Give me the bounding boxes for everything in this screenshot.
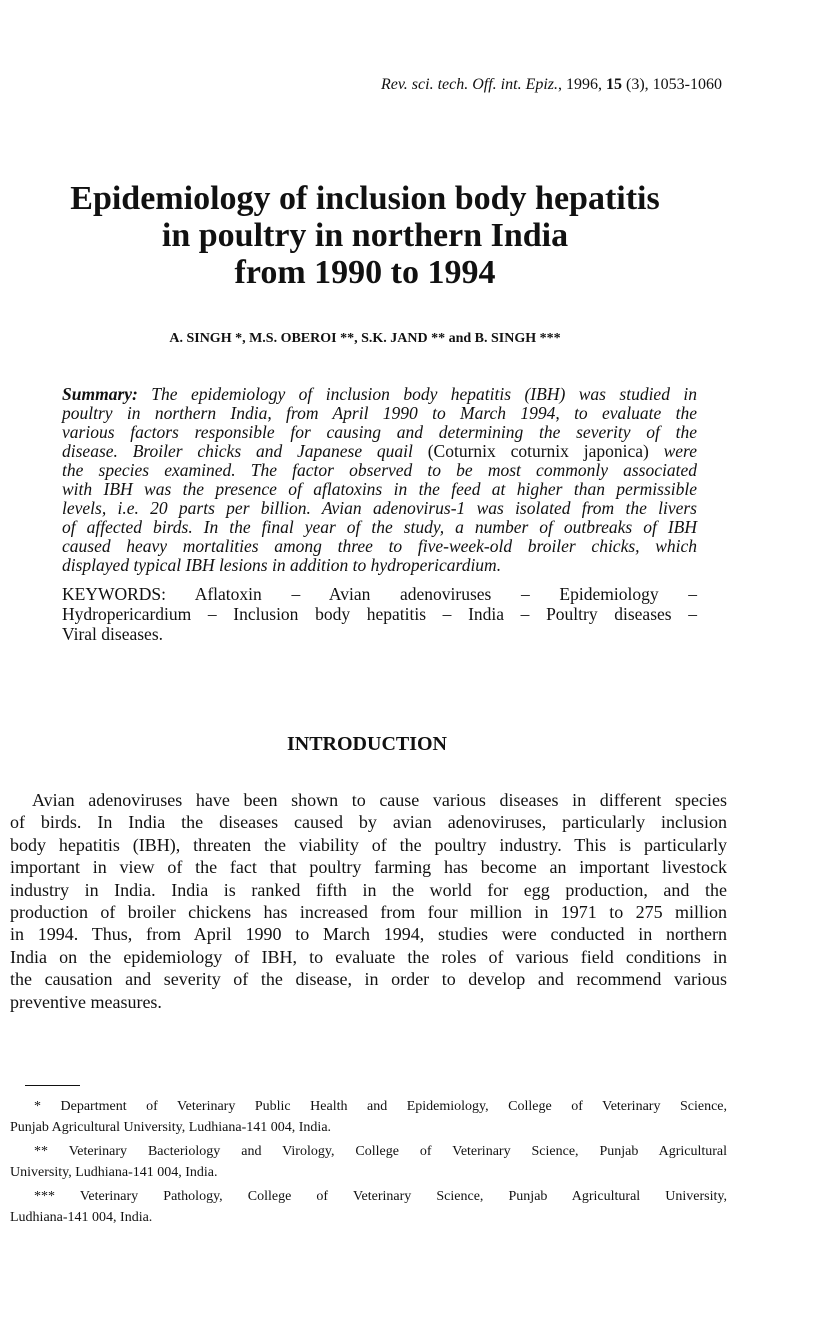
paper-title [0,180,730,291]
summary-text: levels, i.e. 20 parts per billion. Avian adenovirus-1 was isolated from the livers [62,498,697,518]
footnote-line: Punjab Agricultural University, Ludhiana-141 004, India. [10,1120,332,1135]
keywords-line: Hydropericardium – Inclusion body hepatitis – India – Poultry diseases – [62,604,697,624]
section-heading: INTRODUCTION [286,733,448,755]
title-line: Epidemiology of inclusion body hepatitis [70,180,660,217]
footnote-line: University, Ludhiana-141 004, India. [10,1165,218,1180]
summary-line [62,537,697,556]
summary-text: caused heavy mortalities among three to five-week-old broiler chicks, which [62,536,697,556]
footnotes [10,1096,727,1231]
footnote [10,1096,727,1138]
summary-text: with IBH was the presence of aflatoxins in the feed at higher than permissible [62,479,697,499]
summary-text: of affected birds. In the final year of the study, a number of outbreaks of IBH [62,517,697,537]
body-line: India on the epidemiology of IBH, to evaluate the roles of various field conditions in [10,946,727,967]
title-line: from 1990 to 1994 [234,254,496,291]
keywords-line: KEYWORDS: Aflatoxin – Avian adenoviruses – Epidemiology – [62,584,697,604]
body-line: important in view of the fact that poultry farming has become an important livestock [10,857,727,878]
summary-line [62,404,697,423]
summary-line [62,480,697,499]
summary [62,385,697,575]
summary-text: The epidemiology of inclusion body hepatitis (IBH) was studied in [137,384,697,404]
running-head [381,76,722,94]
summary-text: various factors responsible for causing and determining the severity of the [62,422,697,442]
summary-text: poultry in northern India, from April 1990 to March 1994, to evaluate the [62,403,697,423]
body-line: in 1994. Thus, from April 1990 to March 1994, studies were conducted in northern [10,924,727,945]
body-line: the causation and severity of the disease, in order to develop and recommend various [10,969,727,990]
journal-name: Rev. sci. tech. Off. int. Epiz. [381,76,559,93]
footnote-line: ** Veterinary Bacteriology and Virology, College of Veterinary Science, Punjab Agricultural [34,1144,727,1159]
title-line: in poultry in northern India [161,217,569,254]
footnote-line: * Department of Veterinary Public Health and Epidemiology, College of Veterinary Science, [34,1099,727,1114]
keywords-line: Viral diseases. [62,624,164,644]
issue-pages: (3), 1053-1060 [622,76,722,93]
summary-line [62,385,697,404]
running-head-year: , 1996, [558,76,607,93]
body-line: of birds. In India the diseases caused by avian adenoviruses, particularly inclusion [10,812,727,833]
summary-line [62,499,697,518]
summary-line [62,461,697,480]
summary-text: disease. Broiler chicks and Japanese quail [62,441,428,461]
footnote-line: *** Veterinary Pathology, College of Veterinary Science, Punjab Agricultural University, [34,1189,727,1204]
footnote-line: Ludhiana-141 004, India. [10,1210,153,1225]
keywords [62,584,697,644]
body-line: preventive measures. [10,991,162,1012]
body-line: Avian adenoviruses have been shown to cause various diseases in different species [32,790,727,810]
authors: A. SINGH *, M.S. OBEROI **, S.K. JAND ** and B. SINGH *** [169,331,561,346]
body-line: production of broiler chickens has increased from four million in 1971 to 275 million [10,902,727,923]
summary-text: (Coturnix coturnix japonica) [427,441,649,461]
summary-line [62,423,697,442]
footnote [10,1141,727,1183]
summary-line [62,518,697,537]
introduction-text [10,789,727,1013]
footnote [10,1186,727,1228]
summary-label: Summary: [62,384,138,404]
summary-text: the species examined. The factor observed to be most commonly associated [62,460,697,480]
body-line: body hepatitis (IBH), threaten the viability of the poultry industry. This is particularly [10,834,727,855]
summary-text: displayed typical IBH lesions in addition to hydropericardium. [62,555,502,575]
summary-text: were [648,441,697,461]
volume: 15 [606,76,623,93]
body-line: industry in India. India is ranked fifth in the world for egg production, and the [10,879,727,900]
summary-line [62,556,697,575]
footnote-rule [25,1085,80,1086]
summary-line [62,442,697,461]
